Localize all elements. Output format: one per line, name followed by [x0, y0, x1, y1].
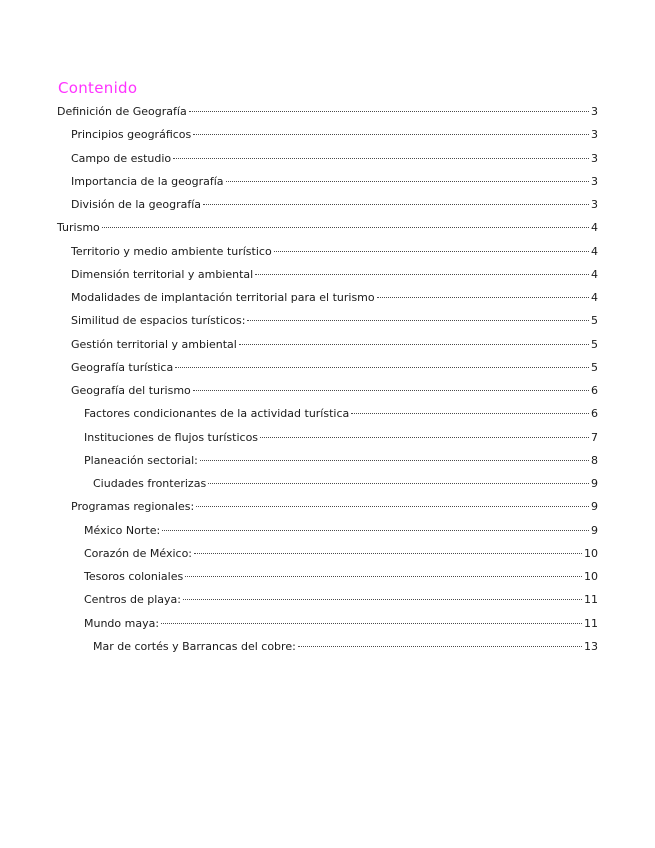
toc-title: Contenido	[58, 79, 138, 97]
toc-page-number: 3	[591, 174, 598, 188]
dot-leader	[162, 530, 589, 531]
dot-leader	[196, 506, 589, 507]
toc-entry-text[interactable]: Definición de Geografía	[57, 105, 187, 118]
toc-entry-text[interactable]: Geografía del turismo	[71, 384, 191, 397]
toc-entry[interactable]	[57, 542, 598, 565]
toc-entry-text[interactable]: México Norte:	[84, 523, 161, 537]
toc-page-number: 3	[591, 105, 598, 118]
dot-leader	[175, 367, 589, 368]
dot-leader	[193, 134, 589, 135]
toc-page-number: 10	[584, 546, 598, 560]
toc-entry-text[interactable]: Corazón de México:	[84, 546, 193, 560]
toc-page-number: 4	[591, 267, 598, 281]
toc-entry-text[interactable]: Programas regionales:	[71, 500, 195, 514]
toc-page-number: 5	[591, 314, 598, 328]
toc-entry[interactable]	[57, 495, 598, 518]
toc-page-number: 7	[591, 430, 598, 444]
dot-leader	[194, 553, 582, 554]
toc-page-number: 3	[591, 128, 598, 142]
dot-leader	[102, 227, 589, 228]
toc-entry-text[interactable]: Turismo	[57, 221, 100, 235]
toc-page-number: 8	[591, 453, 598, 467]
dot-leader	[185, 576, 582, 577]
toc-entry[interactable]	[57, 472, 598, 495]
toc-entry-text[interactable]: Centros de playa:	[84, 593, 181, 607]
toc-entry[interactable]	[57, 565, 598, 588]
dot-leader	[274, 251, 589, 252]
toc-page-number: 9	[591, 500, 598, 514]
toc-entry-text[interactable]: Tesoros coloniales	[84, 570, 184, 583]
toc-page-number: 5	[591, 360, 598, 374]
toc-entry[interactable]	[57, 286, 598, 309]
dot-leader	[203, 204, 589, 205]
dot-leader	[226, 181, 590, 182]
dot-leader	[193, 390, 589, 391]
toc-page-number: 5	[591, 337, 598, 351]
toc-page-number: 4	[591, 221, 598, 235]
dot-leader	[208, 483, 589, 484]
toc-page-number: 3	[591, 198, 598, 211]
toc-entry-text[interactable]: Campo de estudio	[71, 151, 172, 165]
toc-page-number: 4	[591, 244, 598, 258]
toc-entry-text[interactable]: Planeación sectorial:	[84, 453, 198, 467]
toc-entry[interactable]	[57, 240, 598, 263]
dot-leader	[377, 297, 589, 298]
toc-entry[interactable]	[57, 402, 598, 425]
dot-leader	[239, 344, 589, 345]
toc-entry[interactable]	[57, 519, 598, 542]
table-of-contents	[57, 78, 598, 658]
toc-entry[interactable]	[57, 635, 598, 658]
dot-leader	[183, 599, 582, 600]
toc-entry[interactable]	[57, 333, 598, 356]
toc-entry-text[interactable]: Principios geográficos	[71, 128, 192, 142]
toc-entry-text[interactable]: Territorio y medio ambiente turístico	[71, 244, 272, 258]
toc-entry-text[interactable]: Ciudades fronterizas	[93, 477, 207, 490]
toc-entry-text[interactable]: Gestión territorial y ambiental	[71, 337, 237, 351]
toc-entry[interactable]	[57, 588, 598, 611]
toc-page-number: 6	[591, 407, 598, 421]
toc-entry-text[interactable]: Mundo maya:	[84, 616, 160, 630]
dot-leader	[161, 623, 582, 624]
toc-entry[interactable]	[57, 263, 598, 286]
toc-page-number: 9	[591, 477, 598, 490]
dot-leader	[255, 274, 589, 275]
dot-leader	[351, 413, 589, 414]
toc-entry[interactable]	[57, 449, 598, 472]
toc-entry[interactable]	[57, 426, 598, 449]
toc-entry[interactable]	[57, 123, 598, 146]
toc-entry-text[interactable]: Instituciones de flujos turísticos	[84, 430, 259, 444]
toc-entry-text[interactable]: Importancia de la geografía	[71, 174, 224, 188]
toc-entry[interactable]	[57, 379, 598, 402]
toc-entry-text[interactable]: Dimensión territorial y ambiental	[71, 267, 254, 281]
toc-entry-text[interactable]: Geografía turística	[71, 360, 174, 374]
toc-page-number: 4	[591, 291, 598, 304]
toc-entry[interactable]	[57, 147, 598, 170]
toc-page-number: 3	[591, 151, 598, 165]
toc-entry[interactable]	[57, 100, 598, 123]
toc-entry-text[interactable]: División de la geografía	[71, 198, 202, 211]
toc-list	[57, 100, 598, 658]
toc-entry[interactable]	[57, 309, 598, 332]
toc-entry[interactable]	[57, 612, 598, 635]
dot-leader	[189, 111, 589, 112]
dot-leader	[260, 437, 589, 438]
dot-leader	[247, 320, 589, 321]
toc-page-number: 10	[584, 570, 598, 583]
toc-entry-text[interactable]: Similitud de espacios turísticos:	[71, 314, 246, 328]
toc-entry[interactable]	[57, 170, 598, 193]
toc-page-number: 13	[584, 639, 598, 653]
dot-leader	[298, 646, 582, 647]
toc-entry[interactable]	[57, 356, 598, 379]
toc-entry-text[interactable]: Modalidades de implantación territorial para el turismo	[71, 291, 375, 304]
dot-leader	[200, 460, 589, 461]
toc-entry-text[interactable]: Mar de cortés y Barrancas del cobre:	[93, 639, 296, 653]
toc-page-number: 6	[591, 384, 598, 397]
toc-page-number: 9	[591, 523, 598, 537]
toc-entry-text[interactable]: Factores condicionantes de la actividad turística	[84, 407, 350, 421]
toc-entry[interactable]	[57, 216, 598, 239]
toc-entry[interactable]	[57, 193, 598, 216]
dot-leader	[173, 158, 589, 159]
toc-page-number: 11	[584, 593, 598, 607]
toc-page-number: 11	[584, 616, 598, 630]
